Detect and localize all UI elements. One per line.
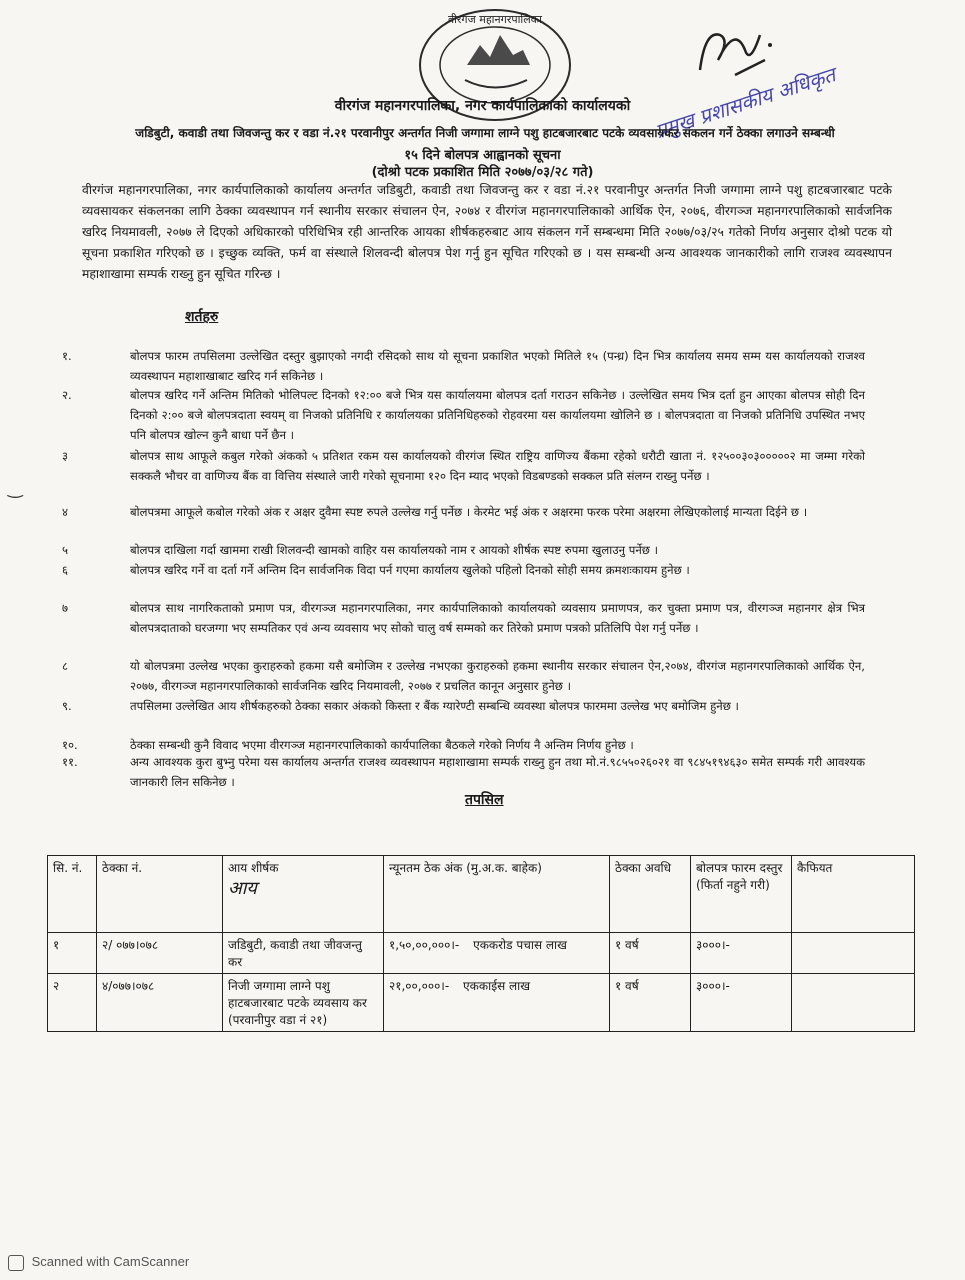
svg-text:वीरगंज महानगरपालिका: वीरगंज महानगरपालिका bbox=[447, 13, 543, 26]
signature-icon bbox=[690, 15, 780, 85]
header-publish-date: (दोश्रो पटक प्रकाशित मिति २०७७/०३/२८ गते) bbox=[371, 165, 594, 180]
table-header-row bbox=[48, 856, 915, 933]
cell-title: निजी जग्गामा लाग्ने पशु हाटबजारबाट पटके व्यवसाय कर (परवानीपुर वडा नं २१) bbox=[223, 974, 384, 1032]
condition-number: ५ bbox=[62, 543, 69, 557]
cell-remarks bbox=[792, 933, 915, 974]
condition-number: ३ bbox=[62, 449, 69, 463]
condition-number: ८ bbox=[62, 659, 69, 673]
condition-number: ११. bbox=[62, 755, 78, 769]
condition-number: ९. bbox=[62, 699, 72, 713]
cell-duration: १ वर्ष bbox=[610, 974, 691, 1032]
condition-text: बोलपत्रमा आफूले कबोल गरेको अंक र अक्षर दुवैमा स्पष्ट रुपले उल्लेख गर्नु पर्नेछ । केरमेट भई अंक र अक्षरमा फरक परेमा अक्षरमा लेखिएकोलाई मान्यता दिईने छ । bbox=[130, 505, 808, 519]
cell-amount-figure: १,५०,००,०००।- bbox=[389, 938, 460, 952]
conditions-heading: शर्तहरु bbox=[185, 309, 219, 325]
table-row bbox=[48, 933, 915, 974]
cell-amount-figure: २१,००,०००।- bbox=[389, 979, 450, 993]
cell-amount-words: एककरोड पचास लाख bbox=[473, 938, 567, 952]
condition-text: बोलपत्र साथ नागरिकताको प्रमाण पत्र, वीरगञ्ज महानगरपालिका, नगर कार्यपालिकाको कार्यालयको व्यवसाय प्रमाणपत्र, कर चुक्ता प्रमाण पत्र, वीरगञ्ज महानगर क्षेत्र भित्र बोलपत्रदाताको घरजग्गा भए सम्पतिकर एवं अन्य व्यवसाय भए सोको चालु वर्ष सम्मको कर तिरेको प्रमाण पत्रको प्रतिलिपि पेश गर्नु पर्नेछ । bbox=[130, 601, 865, 635]
cell-fee: ३०००।- bbox=[691, 974, 792, 1032]
col-header-contract-no: ठेक्का नं. bbox=[97, 856, 223, 933]
condition-text: बोलपत्र साथ आफूले कबुल गरेको अंकको ५ प्रतिशत रकम यस कार्यालयको वीरगंज स्थित राष्ट्रिय वाणिज्य बैंकमा रहेको धरौटी खाता नं. १२५००३०३०००००२ मा जम्मा गरेको सक्कलै भौचर वा वाणिज्य बैंक वा वित्तिय संस्थाले जारी गरेको सूचनामा १२० दिन म्याद भएको विडबण्डको सक्कल प्रति संलग्न राख्नु पर्नेछ । bbox=[130, 449, 865, 483]
condition-number: ४ bbox=[62, 505, 69, 519]
margin-mark: ‿ bbox=[8, 478, 23, 499]
cell-amount bbox=[384, 974, 610, 1032]
officer-stamp: प्रमुख प्रशासकीय अधिकृत bbox=[652, 62, 839, 144]
condition-text: बोलपत्र फारम तपसिलमा उल्लेखित दस्तुर बुझाएको नगदी रसिदको साथ यो सूचना प्रकाशित भएको मितिले १५ (पन्ध्र) दिन भित्र कार्यालय समय सम्म यस कार्यालयको राजश्व व्यवस्थापन महाशाखाबाट खरिद गर्न सकिनेछ । bbox=[130, 349, 865, 383]
condition-text: यो बोलपत्रमा उल्लेख भएका कुराहरुको हकमा यसै बमोजिम र उल्लेख नभएका कुराहरुको हकमा स्थानीय सरकार संचालन ऐन,२०७४, वीरगंज महानगरपालिकाको आर्थिक ऐन, २०७७, वीरगञ्ज महानगरपालिकाको सार्वजनिक खरिद नियमावली, २०७७ र प्रचलित कानून अनुसार हुनेछ । bbox=[130, 659, 865, 693]
condition-number: २. bbox=[62, 388, 72, 402]
condition-number: १०. bbox=[62, 738, 78, 752]
cell-contract-no: ४/०७७।०७८ bbox=[97, 974, 223, 1032]
condition-number: १. bbox=[62, 349, 72, 363]
condition-text: ठेक्का सम्बन्धी कुनै विवाद भएमा वीरगञ्ज महानगरपालिकाको कार्यपालिका बैठकले गरेको निर्णय नै अन्तिम निर्णय हुनेछ । bbox=[130, 738, 634, 752]
cell-amount bbox=[384, 933, 610, 974]
col-header-duration: ठेक्का अवधि bbox=[610, 856, 691, 933]
condition-text: तपसिलमा उल्लेखित आय शीर्षकहरुको ठेक्का सकार अंकको किस्ता र बैंक ग्यारेण्टी सम्बन्धि व्यवस्था बोलपत्र फारममा उल्लेख भए बमोजिम हुनेछ । bbox=[130, 699, 739, 713]
table-row bbox=[48, 974, 915, 1032]
header-notice-title: १५ दिने बोलपत्र आह्वानको सूचना bbox=[404, 148, 561, 163]
handwritten-correction: आय bbox=[228, 878, 257, 899]
intro-paragraph: वीरगंज महानगरपालिका, नगर कार्यपालिकाको कार्यालय अन्तर्गत जडिबुटी, कवाडी तथा जिवजन्तु कर र वडा नं.२१ परवानीपुर अन्तर्गत निजी जग्गामा लाग्ने पशु हाटबजारबाट पटके व्यवसायकर संकलनका लागि ठेक्का व्यवस्थापन गर्न स्थानीय सरकार संचालन ऐन, २०७४ र वीरगंज महानगरपालिकाको आर्थिक ऐन, २०७६, वीरगञ्ज महानगरपालिकाको सार्वजनिक खरिद नियमावली, २०७७ ले दिएको अधिकारको परिधिभित्र रही आन्तरिक आयका शीर्षकहरुबाट आय संकलन गर्ने सम्बन्धमा मिति २०७७/०३/२५ गतेको निर्णय अनुसार दोश्रो पटक यो सूचना प्रकाशित गरिएको छ । इच्छुक व्यक्ति, फर्म वा संस्थाले शिलवन्दी बोलपत्र पेश गर्नु हुन सूचित गरिएको छ । यस सम्बन्धी अन्य आवश्यक जानकारीको लागि राजश्व व्यवस्थापन महाशाखामा सम्पर्क राख्नु हुन सूचित गरिन्छ । bbox=[82, 183, 892, 281]
col-header-min-amount: न्यूनतम ठेक अंक (मु.अ.क. बाहेक) bbox=[384, 856, 610, 933]
cell-sn: १ bbox=[48, 933, 97, 974]
cell-duration: १ वर्ष bbox=[610, 933, 691, 974]
condition-text: बोलपत्र खरिद गर्ने अन्तिम मितिको भोलिपल्ट दिनको १२:०० बजे भित्र यस कार्यालयमा बोलपत्र दर्ता गराउन सकिनेछ । उल्लेखित समय भित्र दर्ता हुन आएका बोलपत्र सोही दिन दिनको २:०० बजे बोलपत्रदाता स्वयम् वा निजको प्रतिनिधि र कार्यालयका प्रतिनिधिहरुको रोहवरमा यस कार्यालयमा खोलिने छ । बोलपत्रदाता वा निजको प्रतिनिधि उपस्थित नभए पनि बोलपत्र खोल्न कुनै बाधा पर्ने छैन । bbox=[130, 388, 865, 442]
scanner-watermark bbox=[8, 1254, 189, 1271]
col-header-form-fee: बोलपत्र फारम दस्तुर (फिर्ता नहुने गरी) bbox=[691, 856, 792, 933]
cell-amount-words: एककाईस लाख bbox=[463, 979, 531, 993]
cell-remarks bbox=[792, 974, 915, 1032]
cell-contract-no: २/ ०७७।०७८ bbox=[97, 933, 223, 974]
schedule-table bbox=[47, 855, 915, 1032]
col-header-title bbox=[223, 856, 384, 933]
col-header-title-text: आय शीर्षक bbox=[228, 861, 279, 875]
schedule-heading: तपसिल bbox=[465, 792, 504, 808]
cell-fee: ३०००।- bbox=[691, 933, 792, 974]
cell-title: जडिबुटी, कवाडी तथा जीवजन्तु कर bbox=[223, 933, 384, 974]
header-office-name: वीरगंज महानगरपालिका, नगर कार्यपालिकाको कार्यालयको bbox=[334, 98, 631, 114]
cell-sn: २ bbox=[48, 974, 97, 1032]
col-header-sn: सि. नं. bbox=[48, 856, 97, 933]
condition-text: अन्य आवश्यक कुरा बुभ्नु परेमा यस कार्यालय अन्तर्गत राजश्व व्यवस्थापन महाशाखामा सम्पर्क राख्नु हुन तथा मो.नं.९८५५०२६०२१ वा ९८४५१९४६३० समेत सम्पर्क गरी आवश्यक जानकारी लिन सकिनेछ । bbox=[130, 755, 865, 789]
scanner-watermark-text: Scanned with CamScanner bbox=[31, 1254, 190, 1269]
condition-number: ६ bbox=[62, 563, 69, 577]
condition-number: ७ bbox=[62, 601, 69, 615]
col-header-remarks: कैफियत bbox=[792, 856, 915, 933]
header-subject: जडिबुटी, कवाडी तथा जिवजन्तु कर र वडा नं.२१ परवानीपुर अन्तर्गत निजी जग्गामा लाग्ने पशु हाटबजारबाट पटके व्यवसायकर संकलन गर्ने ठेक्का लगाउने सम्बन्धी bbox=[135, 126, 835, 140]
condition-text: बोलपत्र दाखिला गर्दा खाममा राखी शिलवन्दी खामको वाहिर यस कार्यालयको नाम र आयको शीर्षक स्पष्ट रुपमा खुलाउनु पर्नेछ । bbox=[130, 543, 658, 557]
scanner-logo-icon bbox=[8, 1255, 24, 1271]
condition-text: बोलपत्र खरिद गर्ने वा दर्ता गर्ने अन्तिम दिन सार्वजनिक विदा पर्न गएमा कार्यालय खुलेको पहिलो दिनको सोही समय क्रमशःकायम हुनेछ । bbox=[130, 563, 690, 577]
